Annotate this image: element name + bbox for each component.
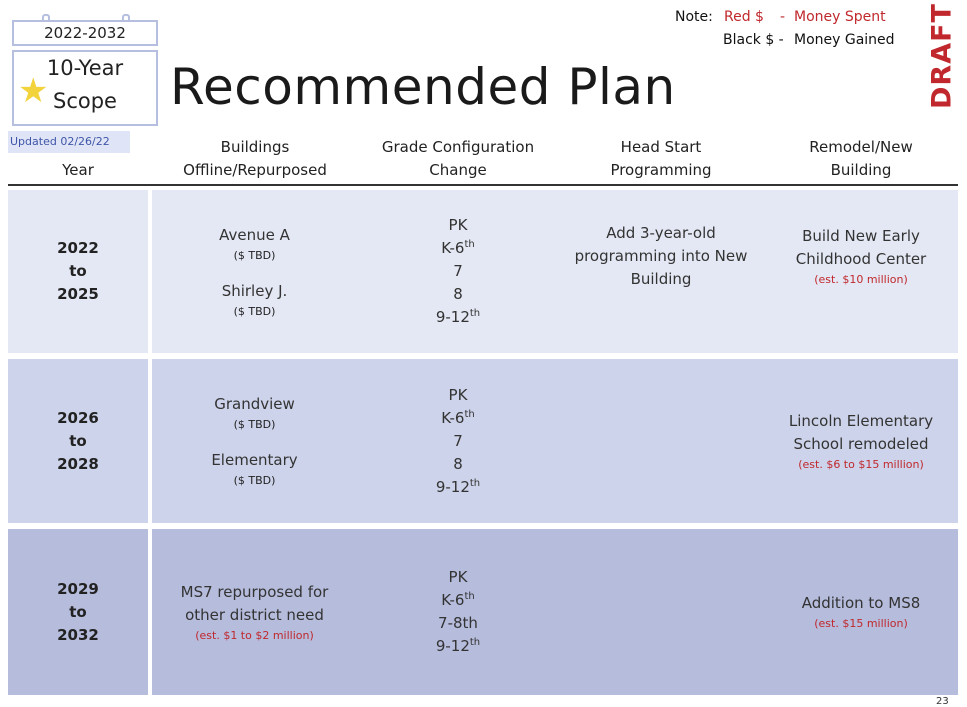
note-red-dash: - xyxy=(780,9,786,25)
page-title: Recommended Plan xyxy=(170,58,676,116)
buildings-cell: Grandview ($ TBD) Elementary ($ TBD) xyxy=(211,395,298,487)
year-cell: 2022 to 2025 xyxy=(57,239,99,303)
table-row xyxy=(8,359,958,523)
note-red-meaning: Money Spent xyxy=(794,9,886,25)
note-label: Note: xyxy=(675,9,713,25)
grade-cell: PK K-6th 7 8 9-12th xyxy=(435,216,481,326)
page-number: 23 xyxy=(936,696,949,707)
note-red-key: Red $ xyxy=(724,9,764,25)
badge-body xyxy=(12,50,158,126)
scope-badge xyxy=(12,14,158,124)
remodel-cell: Lincoln Elementary School remodeled (est. $6 to $15 million) xyxy=(788,411,934,471)
headstart-cell xyxy=(561,359,761,523)
draft-stamp: DRAFT xyxy=(926,3,958,109)
table-row xyxy=(8,190,958,353)
grade-cell: PK K-6th 7 8 9-12th xyxy=(435,385,481,496)
badge-line2: Scope xyxy=(53,89,117,113)
badge-range: 2022-2032 xyxy=(12,20,158,46)
header-grade: Grade Configuration Change xyxy=(381,138,535,179)
updated-date: Updated 02/26/22 xyxy=(8,131,130,153)
header-buildings: Buildings Offline/Repurposed xyxy=(183,138,327,179)
headstart-cell: Add 3-year-old programming into New Building xyxy=(574,224,748,288)
badge-line1: 10-Year xyxy=(46,56,124,80)
buildings-cell: Avenue A ($ TBD) Shirley J. ($ TBD) xyxy=(219,225,290,318)
header-rule xyxy=(8,184,958,186)
star-icon: ★ xyxy=(18,71,49,111)
grade-cell: PK K-6th 7-8th 9-12th xyxy=(435,568,481,655)
remodel-cell: Addition to MS8 (est. $15 million) xyxy=(801,594,921,630)
header-year: Year xyxy=(62,161,94,179)
note-black-key: Black $ - xyxy=(723,32,784,48)
note-black-meaning: Money Gained xyxy=(794,32,895,48)
table-row xyxy=(8,529,958,695)
buildings-cell: MS7 repurposed for other district need (est. $1 to $2 million) xyxy=(180,582,329,642)
remodel-cell: Build New Early Childhood Center (est. $10 million) xyxy=(795,227,927,286)
year-cell: 2029 to 2032 xyxy=(57,579,99,644)
headstart-cell xyxy=(561,529,761,695)
year-cell: 2026 to 2028 xyxy=(57,408,99,473)
header-remodel: Remodel/New Building xyxy=(809,138,913,179)
header-headstart: Head Start Programming xyxy=(610,138,712,179)
